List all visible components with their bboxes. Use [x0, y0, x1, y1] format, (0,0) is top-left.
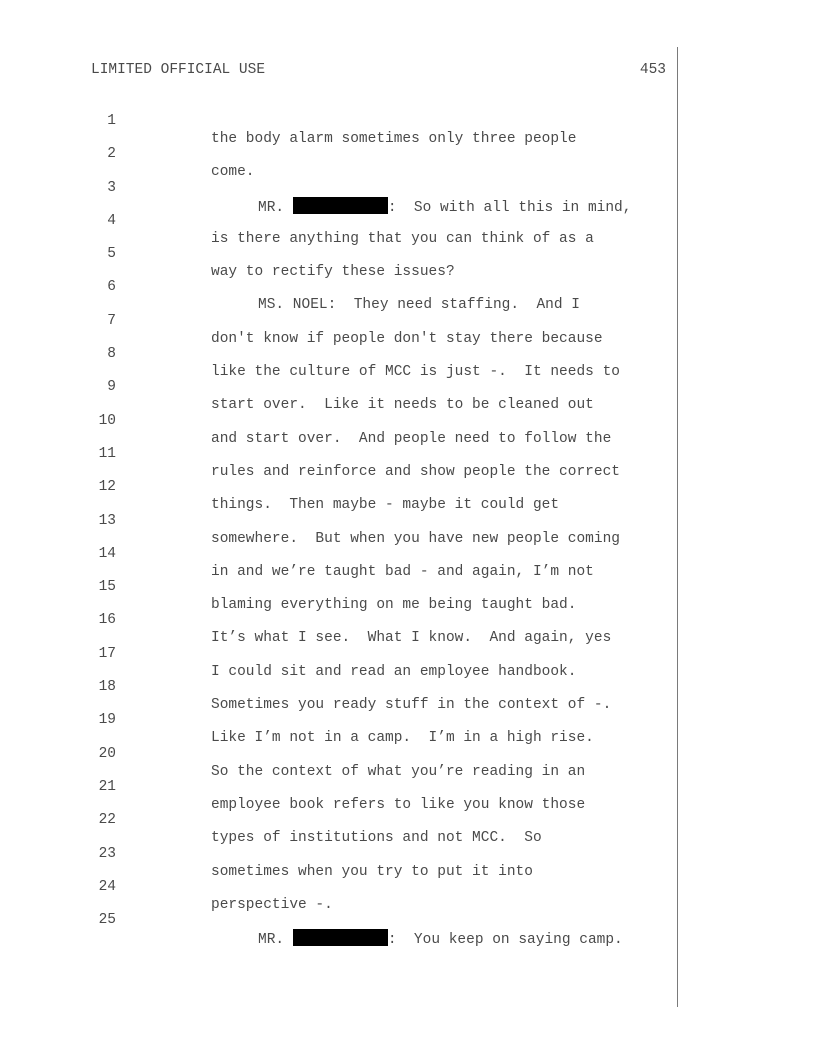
- line-text: I could sit and read an employee handbook.: [211, 663, 577, 680]
- line-text: Like I’m not in a camp. I’m in a high rise.: [211, 730, 594, 747]
- line-number: 4: [107, 212, 116, 229]
- transcript-line: [0, 161, 816, 216]
- transcript-line: [0, 727, 816, 780]
- line-text: types of institutions and not MCC. So: [211, 830, 542, 847]
- transcript-line: [0, 760, 816, 813]
- line-text: rules and reinforce and show people the correct: [211, 463, 620, 480]
- speaker-prefix: MR.: [258, 199, 293, 216]
- line-number: 5: [107, 246, 116, 263]
- transcript-line: [0, 827, 816, 880]
- line-text: sometimes when you try to put it into: [211, 863, 533, 880]
- classification-header: LIMITED OFFICIAL USE: [91, 62, 266, 78]
- line-text: like the culture of MCC is just -. It needs to: [211, 364, 620, 381]
- line-text: So the context of what you’re reading in an: [211, 763, 586, 780]
- line-text: perspective -.: [211, 896, 333, 913]
- line-number: 13: [98, 512, 116, 529]
- transcript-line: [0, 860, 816, 913]
- transcript-line: [0, 627, 816, 680]
- line-number: 19: [98, 712, 116, 729]
- transcript-line: [0, 394, 816, 447]
- speaker-suffix: : You keep on saying camp.: [387, 932, 623, 949]
- transcript-line: [0, 127, 816, 181]
- transcript-line: [0, 893, 816, 949]
- line-text: start over. Like it needs to be cleaned out: [211, 397, 594, 414]
- redaction-box: [293, 929, 388, 946]
- speaker-prefix: MR.: [258, 932, 293, 949]
- line-text: employee book refers to like you know those: [211, 796, 586, 813]
- page-number: 453: [639, 62, 666, 78]
- line-number: 1: [107, 113, 116, 129]
- transcript-line: [0, 94, 816, 147]
- line-text: MS. NOEL: They need staffing. And I: [258, 297, 580, 314]
- line-number: 8: [107, 346, 116, 363]
- line-number: 7: [107, 312, 116, 329]
- line-number: 24: [98, 878, 116, 895]
- transcript-line: [0, 194, 816, 247]
- transcript-line: [0, 660, 816, 714]
- transcript-line: [0, 593, 816, 647]
- transcript-lines: [0, 94, 816, 949]
- transcript-line: [0, 460, 816, 514]
- line-text: Sometimes you ready stuff in the context of -.: [211, 697, 612, 714]
- line-number: 2: [107, 146, 116, 163]
- transcript-line: [0, 260, 816, 314]
- line-text: somewhere. But when you have new people coming: [211, 530, 620, 547]
- line-text: the body alarm sometimes only three people: [211, 131, 577, 147]
- line-text: things. Then maybe - maybe it could get: [211, 497, 560, 514]
- line-number: 9: [107, 379, 116, 396]
- line-text: in and we’re taught bad - and again, I’m not: [211, 563, 594, 580]
- line-text: [258, 929, 623, 949]
- line-number: 14: [98, 545, 116, 562]
- line-text: It’s what I see. What I know. And again, yes: [211, 630, 612, 647]
- line-number: 12: [98, 479, 116, 496]
- line-number: 25: [98, 912, 116, 929]
- transcript-line: [0, 693, 816, 747]
- line-text: and start over. And people need to follow the: [211, 430, 612, 447]
- line-number: 11: [98, 445, 116, 462]
- line-number: 17: [98, 645, 116, 662]
- speaker-suffix: : So with all this in mind,: [387, 199, 632, 216]
- line-text: don't know if people don't stay there because: [211, 330, 603, 347]
- line-text: come.: [211, 164, 255, 181]
- line-number: 22: [98, 812, 116, 829]
- line-number: 21: [98, 778, 116, 795]
- transcript-line: [0, 527, 816, 580]
- line-number: 3: [107, 179, 116, 196]
- line-number: 23: [98, 845, 116, 862]
- transcript-line: [0, 793, 816, 847]
- line-number: 16: [98, 612, 116, 629]
- line-number: 10: [98, 412, 116, 429]
- line-text: blaming everything on me being taught bad.: [211, 597, 577, 614]
- transcript-line: [0, 327, 816, 381]
- line-text: way to rectify these issues?: [211, 264, 455, 281]
- line-number: 6: [107, 279, 116, 296]
- transcript-line: [0, 427, 816, 480]
- line-number: 15: [98, 579, 116, 596]
- line-text: is there anything that you can think of as a: [211, 230, 594, 247]
- line-number: 18: [98, 679, 116, 696]
- transcript-line: [0, 227, 816, 281]
- transcript-line: [0, 560, 816, 614]
- transcript-line: [0, 294, 816, 347]
- transcript-line: [0, 494, 816, 547]
- line-number: 20: [98, 745, 116, 762]
- transcript-line: [0, 360, 816, 414]
